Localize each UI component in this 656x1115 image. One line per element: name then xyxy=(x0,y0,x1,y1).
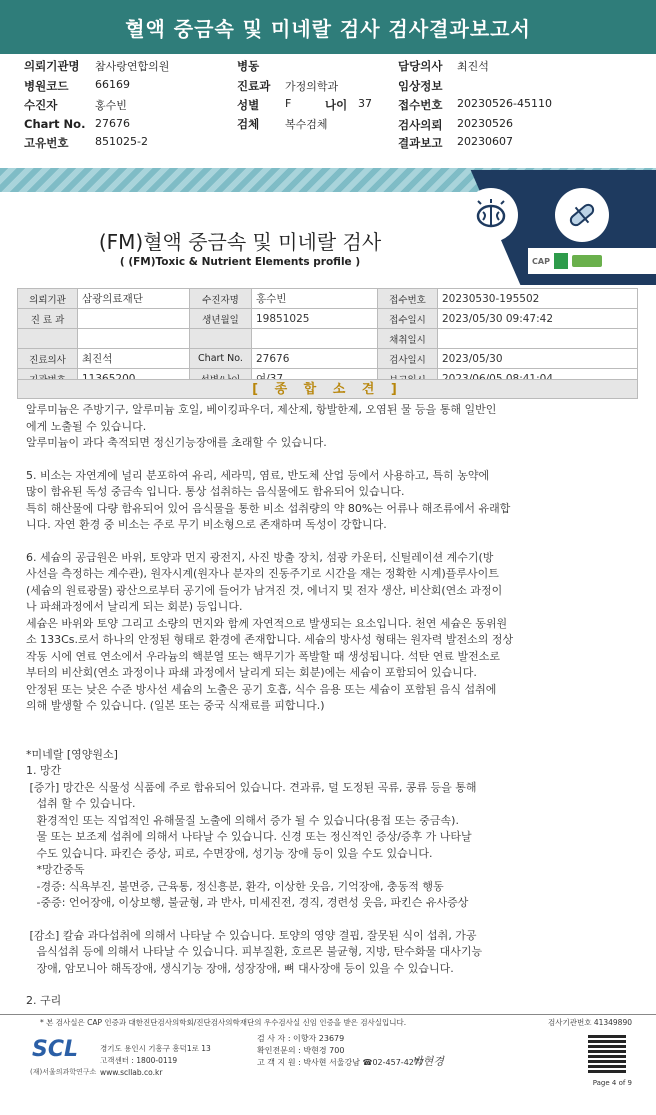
text-line: *망간중독 xyxy=(26,863,85,876)
blank-line xyxy=(26,715,626,731)
text-line: 안정된 또는 낮은 수준 방사선 세슘의 노출은 공기 호흡, 식수 음용 또는 세슘이 포함된 음식 섭취에 xyxy=(26,682,497,696)
scl-logo-subtitle: (재)서울의과학연구소 xyxy=(30,1068,97,1076)
header-value: 최진석 xyxy=(457,60,489,73)
table-value: 2023/05/30 09:47:42 xyxy=(438,309,638,329)
header-value: 홍수빈 xyxy=(95,99,127,112)
header-row: 접수번호 xyxy=(398,98,443,112)
table-value xyxy=(438,329,638,349)
table-label: 접수번호 xyxy=(378,289,438,309)
age-label: 나이 xyxy=(325,98,348,112)
table-row xyxy=(18,309,638,329)
staff-line: 확인전문의 : 박현경 700 xyxy=(257,1046,345,1055)
text-line: 물 또는 보조제 섭취에 의해서 나타날 수 있습니다. 신경 또는 정신적인 증상/증후 가 나타날 xyxy=(26,830,472,843)
header-row: 병동 xyxy=(237,59,260,73)
summary-body xyxy=(26,402,626,1010)
header-value: 가정의학과 xyxy=(285,80,339,93)
text-line: 니다. 자연 환경 중 비소는 주로 무기 비소형으로 존재하며 독성이 강합니다. xyxy=(26,518,387,531)
table-label: 진 료 과 xyxy=(18,309,78,329)
text-line: 의해 발생할 수 있습니다. (일본 또는 중국 식재료를 피합니다.) xyxy=(26,699,325,712)
header-row: 병원코드 xyxy=(24,79,69,93)
text-line: [증가] 망간은 식물성 식품에 주로 함유되어 있습니다. 견과류, 덜 도정된 곡류, 콩류 등을 통해 xyxy=(26,780,477,794)
text-line: 섭취 할 수 있습니다. xyxy=(26,797,136,810)
text-line: 부터의 비산회(연소 과정이나 파쇄 과정에서 날리게 되는 회분)에는 세슘이 포함되어 있습니다. xyxy=(26,666,477,679)
header-value: 20230526-45110 xyxy=(457,97,552,110)
scl-logo: SCL xyxy=(32,1037,79,1062)
certification-logos xyxy=(528,248,656,274)
text-line: 6. 세슘의 공급원은 바위, 토양과 먼지 광전지, 사진 방출 장치, 섬광 카운터, 신틸레이션 계수기(방 xyxy=(26,550,494,564)
cap-logo: CAP xyxy=(532,256,550,266)
table-row xyxy=(18,349,638,369)
text-line: -중증: 언어장애, 이상보행, 불균형, 과 반사, 미세진전, 경직, 경련성 웃음, 파킨슨 유사증상 xyxy=(26,896,469,909)
blank-line xyxy=(26,977,626,993)
text-line: *미네랄 [영양원소] xyxy=(26,747,118,761)
table-value xyxy=(252,329,378,349)
table-row xyxy=(18,329,638,349)
text-line: 소 133Cs.로서 하나의 안정된 형태로 환경에 존재합니다. 세슘의 방사성 형태는 원자력 발전소의 정상 xyxy=(26,633,514,646)
report-title: 혈액 중금속 및 미네랄 검사 검사결과보고서 xyxy=(125,16,531,41)
report-title-bar xyxy=(0,0,656,54)
staff-line: 고 객 지 원 : 박사현 서울강남 ☎02-457-4277 xyxy=(257,1058,425,1067)
header-row: 성별 xyxy=(237,98,260,112)
summary-heading: [ 종 합 소 견 ] xyxy=(17,379,638,399)
lh-logo xyxy=(554,253,568,269)
table-label: 진료의사 xyxy=(18,349,78,369)
text-line: 장애, 암모니아 해독장애, 생식기능 장애, 성장장애, 뼈 대사장애 등이 있을 수 있습니다. xyxy=(26,961,454,975)
panel-title: (FM)혈액 중금속 및 미네랄 검사 xyxy=(98,230,382,254)
text-line: 에게 노출될 수 있습니다. xyxy=(26,419,147,433)
table-value: 삼광의료재단 xyxy=(78,289,190,309)
table-label: 검사일시 xyxy=(378,349,438,369)
table-label: 의뢰기관 xyxy=(18,289,78,309)
text-line: 2. 구리 xyxy=(26,994,62,1007)
table-value xyxy=(78,329,190,349)
text-line: 작동 시에 연료 연소에서 우라늄의 핵분열 또는 핵무기가 폭발할 때 생성됩니다. 석탄 연료 발전소로 xyxy=(26,649,500,663)
header-row: 수진자 xyxy=(24,98,58,112)
blank-line xyxy=(26,452,626,468)
lab-staff xyxy=(257,1033,424,1069)
text-line: 사선을 측정하는 계수관), 원자시계(원자나 분자의 진동주기로 시간을 재는 정확한 시계)플루사이트 xyxy=(26,567,499,580)
text-line: 알루미늄이 과다 축적되면 정신기능장애를 초래할 수 있습니다. xyxy=(26,436,327,449)
table-value: 홍수빈 xyxy=(252,289,378,309)
table-label xyxy=(190,329,252,349)
institution-number: 검사기관번호 41349890 xyxy=(547,1018,632,1027)
text-line: 알루미늄은 주방기구, 알루미늄 호일, 베이킹파우더, 제산제, 항발한제, 오염된 물 등을 통해 일반인 xyxy=(26,403,497,416)
address-line[interactable]: www.scllab.co.kr xyxy=(100,1068,163,1077)
header-row: Chart No. xyxy=(24,117,86,131)
blank-line xyxy=(26,534,626,550)
table-value: 27676 xyxy=(252,349,378,369)
text-line: -경증: 식욕부진, 불면증, 근육통, 정신흥분, 환각, 이상한 웃음, 기억장애, 충동적 행동 xyxy=(26,879,444,893)
address-line: 고객센터 : 1800-0119 xyxy=(100,1056,178,1065)
table-label: 접수일시 xyxy=(378,309,438,329)
qr-code-icon xyxy=(588,1035,626,1073)
text-line: 1. 망간 xyxy=(26,764,62,777)
table-label: 수진자명 xyxy=(190,289,252,309)
patient-info-table xyxy=(17,288,638,389)
capsule-icon xyxy=(555,188,609,242)
accreditation-logo xyxy=(572,255,602,267)
signature: 박현경 xyxy=(412,1055,444,1068)
text-line: 세슘은 바위와 토양 그리고 소량의 먼지와 함께 자연적으로 발생되는 요소입니다. 천연 세슘은 동위원 xyxy=(26,616,508,630)
text-line: (세슘의 원료광물) 광산으로부터 공기에 들어가 남겨진 것, 에너지 및 전자 생산, 비산회(연소 과정이 xyxy=(26,583,503,597)
page-number: Page 4 of 9 xyxy=(592,1079,632,1087)
header-value: 66169 xyxy=(95,78,130,91)
lab-address xyxy=(100,1043,211,1079)
table-value: 20230530-195502 xyxy=(438,289,638,309)
footer xyxy=(0,1014,656,1115)
address-line: 경기도 용인시 기흥구 흥덕1로 13 xyxy=(100,1044,211,1053)
header-value: F xyxy=(285,97,292,110)
text-line: 특히 해산물에 다량 함유되어 있어 음식물을 통한 비소 섭취량의 약 80%는 어류나 해조류에서 유래합 xyxy=(26,501,511,515)
header-row: 검체 xyxy=(237,117,260,131)
header-value: 20230607 xyxy=(457,135,513,148)
header-row: 임상정보 xyxy=(398,79,443,93)
table-value xyxy=(78,309,190,329)
table-label xyxy=(18,329,78,349)
text-line: 수도 있습니다. 파킨슨 증상, 피로, 수면장애, 성기능 장애 등이 있을 수도 있습니다. xyxy=(26,846,433,860)
header-row: 고유번호 xyxy=(24,136,69,150)
header-value: 참사랑연합의원 xyxy=(95,60,170,73)
text-line: 환경적인 또는 직업적인 유해물질 노출에 의해서 증가 될 수 있습니다(용접 또는 중금속). xyxy=(26,813,459,827)
header-value: 20230526 xyxy=(457,117,513,130)
table-label: 생년월일 xyxy=(190,309,252,329)
table-value: 19851025 xyxy=(252,309,378,329)
table-row xyxy=(18,289,638,309)
header-row: 검사의뢰 xyxy=(398,118,443,132)
staff-line: 검 사 자 : 이향자 23679 xyxy=(257,1034,345,1043)
text-line: [감소] 칼슘 과다섭취에 의해서 나타날 수 있습니다. 토양의 영양 결핍, 잘못된 식이 섭취, 가공 xyxy=(26,928,477,942)
table-value: 최진석 xyxy=(78,349,190,369)
header-value: 851025-2 xyxy=(95,135,148,148)
table-value: 2023/05/30 xyxy=(438,349,638,369)
header-value: 27676 xyxy=(95,117,130,130)
text-line: 음식섭취 등에 의해서 나타날 수 있습니다. 피부질환, 호르몬 불균형, 지방, 탄수화물 대사기능 xyxy=(26,945,483,958)
text-line: 5. 비소는 자연계에 널리 분포하여 유리, 세라믹, 염료, 반도체 산업 등에서 사용하고, 특히 농약에 xyxy=(26,468,490,482)
blank-line xyxy=(26,731,626,747)
table-label: 채취일시 xyxy=(378,329,438,349)
header-row: 담당의사 xyxy=(398,59,443,73)
footer-notice: * 본 검사실은 CAP 인증과 대한진단검사의학회/진단검사의학재단의 우수검사실 신임 인증을 받은 검사실입니다. xyxy=(40,1018,407,1027)
blank-line xyxy=(26,912,626,928)
header-row: 진료과 xyxy=(237,79,271,93)
table-label: Chart No. xyxy=(190,349,252,369)
header-row: 결과보고 xyxy=(398,136,443,150)
header-value: 복수검체 xyxy=(285,118,328,131)
age-value: 37 xyxy=(358,97,372,110)
panel-subtitle: ( (FM)Toxic & Nutrient Elements profile ) xyxy=(119,256,361,268)
header-row: 의뢰기관명 xyxy=(24,59,80,73)
text-line: 많이 함유된 독성 중금속 입니다. 통상 섭취하는 음식물에도 함유되어 있습니다. xyxy=(26,485,405,498)
text-line: 나 파쇄과정에서 날리게 되는 회분) 등입니다. xyxy=(26,600,243,613)
